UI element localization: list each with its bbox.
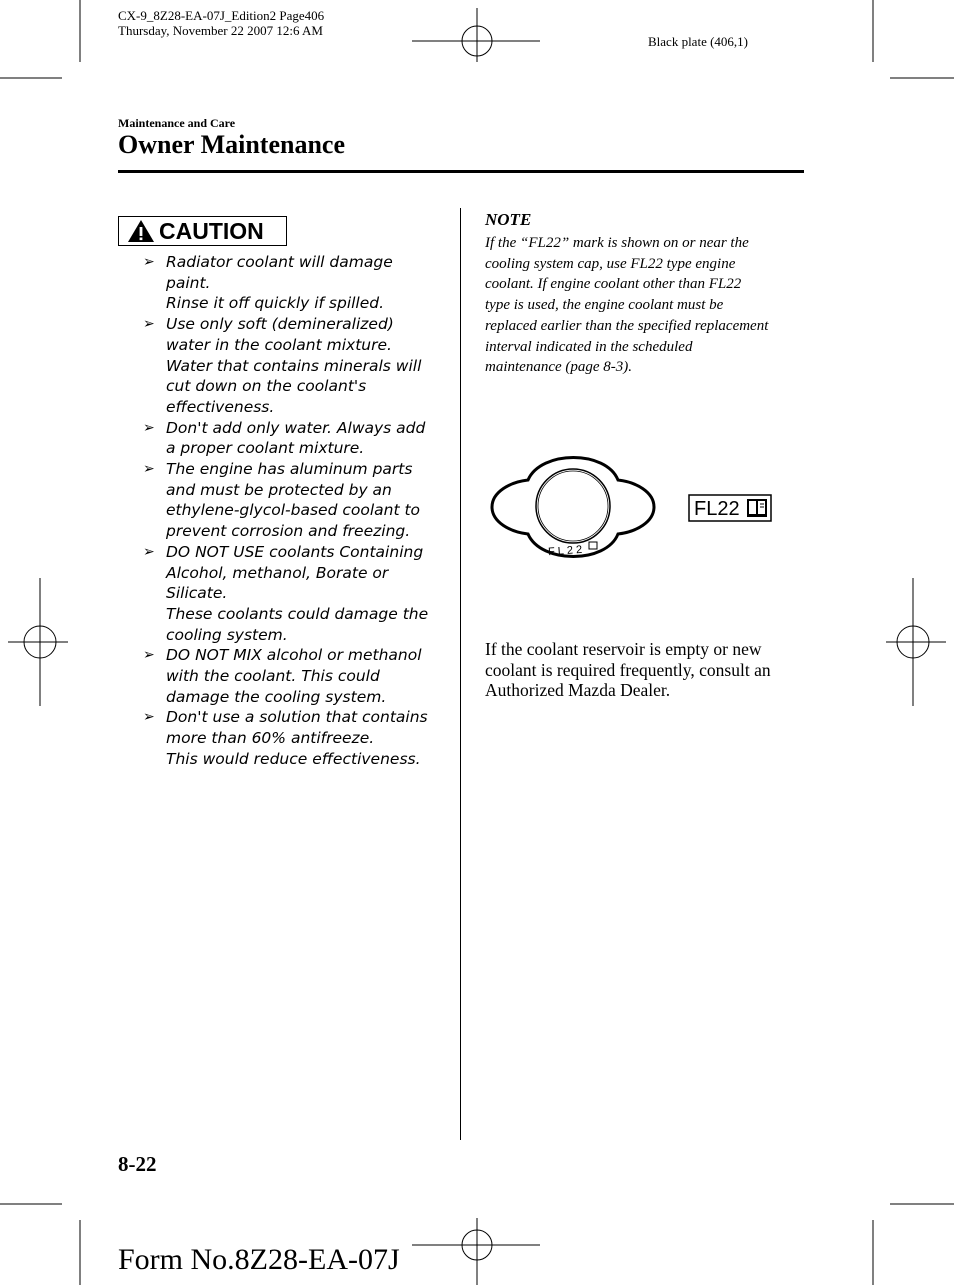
caution-item: [140, 418, 440, 459]
bullet-arrow-icon: ➢: [143, 647, 155, 664]
caution-item-line: These coolants could damage the: [166, 604, 429, 623]
body-line: coolant is required frequently, consult an: [485, 659, 771, 680]
caution-item: [140, 645, 440, 707]
print-header-date: Thursday, November 22 2007 12:6 AM: [118, 23, 323, 38]
caution-label: CAUTION: [159, 217, 264, 244]
caution-item-line: and must be protected by an: [166, 480, 392, 499]
caution-item-line: cooling system.: [166, 625, 288, 644]
manual-book-icon: [747, 499, 767, 517]
cap-fl22-mark: FL22: [547, 543, 586, 559]
radiator-cap-illustration: [486, 440, 786, 580]
note-title: NOTE: [485, 210, 532, 229]
caution-item-line: water in the coolant mixture.: [166, 335, 392, 354]
bullet-arrow-icon: ➢: [143, 709, 155, 726]
caution-item-line: cut down on the coolant's: [166, 377, 367, 396]
caution-item-line: Radiator coolant will damage: [166, 253, 393, 271]
body-paragraph: [485, 639, 805, 701]
caution-list: [140, 252, 440, 770]
page-number: 8-22: [118, 1152, 157, 1176]
caution-item: [140, 707, 440, 769]
section-label: Maintenance and Care: [118, 116, 236, 130]
caution-item-line: effectiveness.: [166, 397, 275, 416]
fl22-badge: [689, 495, 771, 521]
note-line: maintenance (page 8-3).: [485, 359, 633, 376]
caution-item-line: ethylene-glycol-based coolant to: [166, 501, 421, 520]
title-rule: [118, 170, 804, 173]
bullet-arrow-icon: ➢: [143, 419, 155, 436]
warning-triangle-icon: [127, 219, 155, 243]
form-number: Form No.8Z28-EA-07J: [118, 1243, 400, 1276]
caution-item-line: Rinse it off quickly if spilled.: [166, 294, 385, 313]
caution-item-line: paint.: [166, 273, 211, 292]
note-line: interval indicated in the scheduled: [485, 338, 693, 355]
caution-item-line: The engine has aluminum parts: [166, 460, 413, 479]
caution-item: [140, 459, 440, 542]
caution-item-line: prevent corrosion and freezing.: [166, 522, 411, 541]
cap-book-icon: [589, 542, 597, 549]
cap-center-ring: [536, 469, 610, 543]
note-line: cooling system cap, use FL22 type engine: [485, 255, 736, 272]
body-line: Authorized Mazda Dealer.: [485, 680, 671, 701]
body-line: If the coolant reservoir is empty or new: [485, 639, 762, 659]
caution-item: [140, 252, 440, 314]
caution-item-line: DO NOT USE coolants Containing: [166, 542, 424, 561]
fl22-badge-text: FL22: [694, 498, 740, 520]
caution-item-line: with the coolant. This could: [166, 667, 380, 686]
caution-item-line: DO NOT MIX alcohol or methanol: [166, 646, 422, 665]
note-line: coolant. If engine coolant other than FL22: [485, 276, 742, 293]
bullet-arrow-icon: ➢: [143, 461, 155, 478]
caution-item: [140, 542, 440, 646]
print-header-file: CX-9_8Z28-EA-07J_Edition2 Page406: [118, 8, 325, 23]
caution-item-line: Water that contains minerals will: [166, 356, 422, 375]
caution-item-line: This would reduce effectiveness.: [166, 749, 421, 768]
note-line: replaced earlier than the specified replacement: [485, 317, 769, 334]
plate-label: Black plate (406,1): [648, 34, 748, 49]
caution-item: [140, 314, 440, 418]
bullet-arrow-icon: ➢: [143, 543, 155, 560]
caution-banner: [118, 216, 287, 246]
note-line: type is used, the engine coolant must be: [485, 297, 724, 314]
caution-item-line: Don't add only water. Always add: [166, 418, 426, 437]
page-title: Owner Maintenance: [118, 130, 345, 159]
caution-item-line: Use only soft (demineralized): [166, 315, 394, 334]
note-line: If the “FL22” mark is shown on or near the: [485, 235, 749, 251]
caution-item-line: Alcohol, methanol, Borate or: [166, 563, 389, 582]
caution-item-line: more than 60% antifreeze.: [166, 729, 375, 748]
bullet-arrow-icon: ➢: [143, 316, 155, 333]
caution-item-line: a proper coolant mixture.: [166, 439, 365, 458]
note-body: [485, 233, 805, 378]
column-divider: [460, 208, 461, 1140]
caution-item-line: Don't use a solution that contains: [166, 708, 428, 727]
print-header: [118, 8, 324, 38]
caution-item-line: Silicate.: [166, 584, 228, 603]
bullet-arrow-icon: ➢: [143, 254, 155, 270]
caution-item-line: damage the cooling system.: [166, 687, 387, 706]
